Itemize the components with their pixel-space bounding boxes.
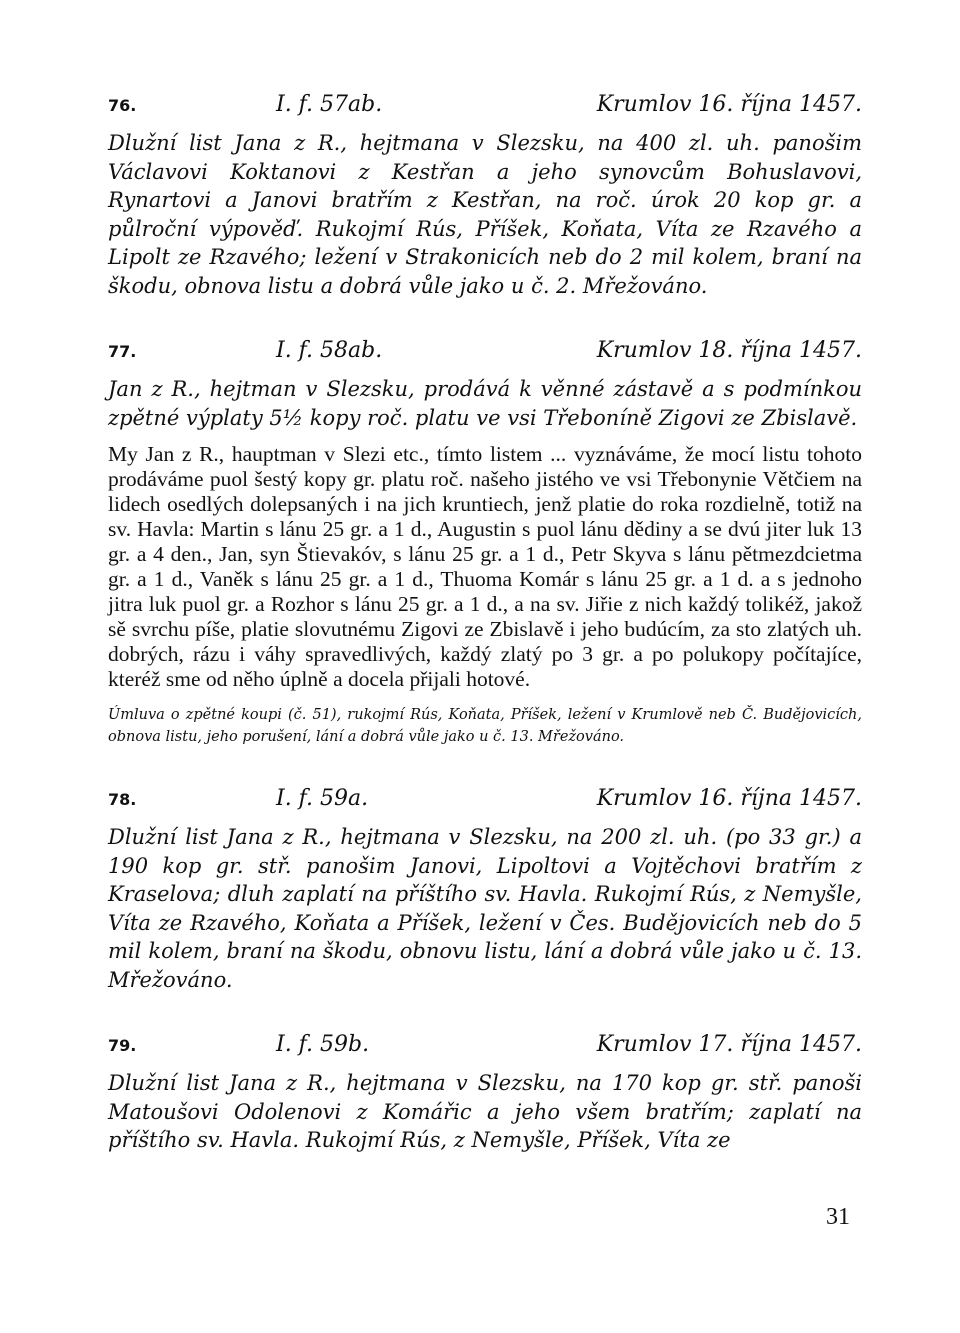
entry-78 bbox=[108, 786, 862, 994]
entry-76 bbox=[108, 92, 862, 300]
entry-place-date: Krumlov 18. října 1457. bbox=[596, 338, 862, 363]
entry-text: My Jan z R., hauptman v Slezi etc., tímto listem ... vyznáváme, že mocí listu tohoto prodáváme puol šestý kopy gr. platu roč. našeho jistého ve vsi Třebonynie Větčiem na lidech osedlých dolepsaných i na jich kruntiech, jenž platie do roka rozdielně, totiž na sv. Havla: Martin s lánu 25 gr. a 1 d., Augustin s puol lánu dědiny a se dvú jiter luk 13 gr. a 4 den., Jan, syn Štievakóv, s lánu 25 gr. a 1 d., Petr Skyva s lánu pětmezdcietma gr. a 1 d., Vaněk s lánu 25 gr. a 1 d., Thuoma Komár s lánu 25 gr. a 1 d. a s jednoho jitra luk puol gr. a Rozhor s lánu 25 gr. a 1 d., a na sv. Jiřie z nich každý tolikéž, jakož sě svrchu píše, platie slovutnému Zigovi ze Zbislavě i jeho budúcím, za sto zlatých uh. dobrých, rázu i váhy spravedlivých, každý zlatý po 3 gr. a po polukopy počítajíce, kteréž sme od něho úplně a docela přijali hotové. bbox=[108, 442, 862, 691]
entry-header bbox=[108, 338, 862, 363]
entry-header bbox=[108, 1032, 862, 1057]
entry-regest: Dlužní list Jana z R., hejtmana v Slezsku, na 200 zl. uh. (po 33 gr.) a 190 kop gr. stř. panošim Janovi, Lipoltovi a Vojtěchovi bratřím z Kraselova; dluh zaplatí na příštího sv. Havla. Rukojmí Rús, z Nemyšle, Víta ze Rzavého, Koňata a Příšek, ležení v Čes. Budějovicích neb do 5 mil kolem, braní na škodu, obnovu listu, lání a dobrá vůle jako u č. 13. Mřežováno. bbox=[108, 825, 862, 992]
document-page bbox=[108, 92, 862, 1193]
entry-source: I. f. 59a. bbox=[276, 786, 369, 811]
entry-source: I. f. 59b. bbox=[276, 1032, 370, 1057]
entry-number: 77. bbox=[108, 342, 137, 361]
entry-regest: Dlužní list Jana z R., hejtmana v Slezsku, na 170 kop gr. stř. panoši Matoušovi Odolenovi z Komářic a jeho všem bratřím; zaplatí na příštího sv. Havla. Rukojmí Rús, z Nemyšle, Příšek, Víta ze bbox=[108, 1071, 862, 1152]
entry-note: Úmluva o zpětné koupi (č. 51), rukojmí Rús, Koňata, Příšek, ležení v Krumlově neb Č. Budějovicích, obnova listu, jeho porušení, lání a dobrá vůle jako u č. 13. Mřežováno. bbox=[108, 707, 862, 745]
entry-number: 76. bbox=[108, 96, 137, 115]
entry-source: I. f. 58ab. bbox=[276, 338, 383, 363]
entry-77 bbox=[108, 338, 862, 748]
entry-regest: Dlužní list Jana z R., hejtmana v Slezsku, na 400 zl. uh. panošim Václavovi Koktanovi z Kestřan a jeho synovcům Bohuslavovi, Rynartovi a Janovi bratřím z Kestřan, na roč. úrok 20 kop gr. a půlroční výpověď. Rukojmí Rús, Příšek, Koňata, Víta ze Rzavého a Lipolt ze Rzavého; ležení v Strakonicích neb do 2 mil kolem, braní na škodu, obnova listu a dobrá vůle jako u č. 2. Mřežováno. bbox=[108, 131, 862, 298]
entry-place-date: Krumlov 17. října 1457. bbox=[596, 1032, 862, 1057]
entry-79 bbox=[108, 1032, 862, 1155]
entry-regest: Jan z R., hejtman v Slezsku, prodává k věnné zástavě a s podmínkou zpětné výplaty 5½ kopy roč. platu ve vsi Třeboníně Zigovi ze Zbislavě. bbox=[108, 377, 862, 430]
entry-number: 78. bbox=[108, 790, 137, 809]
entry-header bbox=[108, 786, 862, 811]
page-number: 31 bbox=[826, 1204, 850, 1230]
entry-place-date: Krumlov 16. října 1457. bbox=[596, 92, 862, 117]
entry-source: I. f. 57ab. bbox=[276, 92, 383, 117]
entry-header bbox=[108, 92, 862, 117]
entry-number: 79. bbox=[108, 1036, 137, 1055]
entry-place-date: Krumlov 16. října 1457. bbox=[596, 786, 862, 811]
